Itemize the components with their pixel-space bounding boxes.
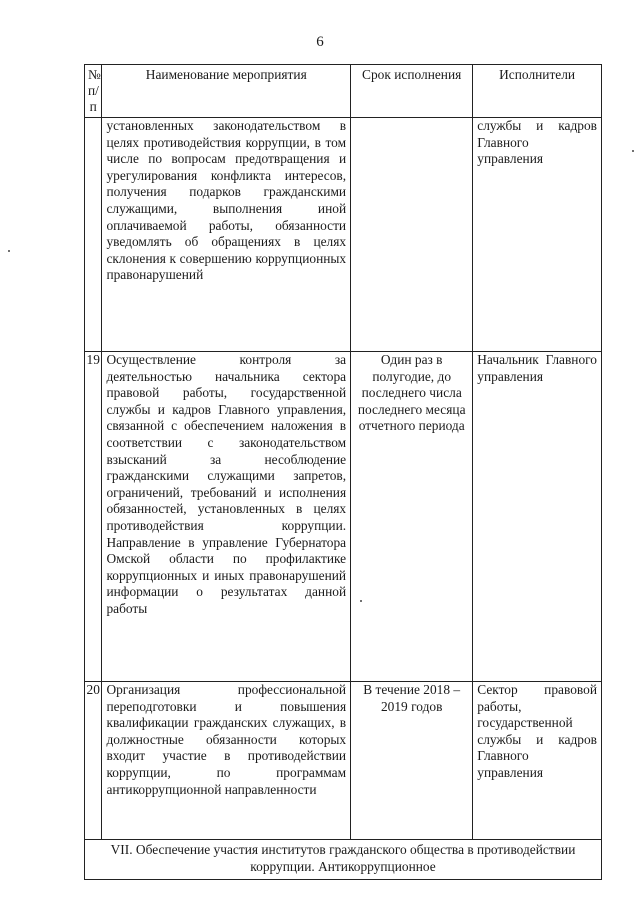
scan-speck: [632, 150, 634, 152]
measure-term: Один раз в полугодие, до последнего числа последнего месяца отчетного периода: [351, 352, 473, 682]
measure-executors: службы и кадров Главного управления: [473, 118, 602, 352]
table-row: [85, 682, 602, 840]
scan-speck: [8, 250, 10, 252]
page-number: 6: [316, 34, 324, 50]
header-name: Наименование мероприятия: [102, 65, 351, 118]
measure-term: В течение 2018 – 2019 годов: [351, 682, 473, 840]
table-row: [85, 118, 602, 352]
measure-executors: Сектор правовой работы, государственной службы и кадров Главного управления: [473, 682, 602, 840]
row-number: 19: [85, 352, 102, 682]
measure-name: установленных законодательством в целях противодействия коррупции, в том числе по вопросам предотвращения и урегулирования конфликта интересов, получения подарков гражданскими служащими, выполнения иной оплачиваемой работы, обязанности уведомлять об обращениях в целях склонения к совершению коррупционных правонарушений: [102, 118, 351, 352]
measure-name: Осуществление контроля за деятельностью начальника сектора правовой работы, государственной службы и кадров Главного управления, связанной с обеспечением наложения в соответствии с законодательством взысканий за несоблюдение гражданскими служащими запретов, ограничений, требований и исполнения обязанностей, установленных в целях противодействия коррупции. Направление в управление Губернатора Омской области по профилактике коррупционных и иных правонарушений информации о результатах данной работы: [102, 352, 351, 682]
measures-table: [84, 64, 602, 880]
table-row: [85, 352, 602, 682]
measure-name: Организация профессиональной переподготовки и повышения квалификации гражданских служащих, в должностные обязанности которых входит участие в противодействии коррупции, по программам антикоррупционной направленности: [102, 682, 351, 840]
row-number: 20: [85, 682, 102, 840]
section-heading-row: [85, 840, 602, 880]
section-heading: VII. Обеспечение участия институтов гражданского общества в противодействии коррупции. Антикоррупционное: [85, 840, 602, 880]
header-term: Срок исполнения: [351, 65, 473, 118]
measure-executors: Начальник Главного управления: [473, 352, 602, 682]
header-executors: Исполнители: [473, 65, 602, 118]
table-header-row: [85, 65, 602, 118]
measure-term: [351, 118, 473, 352]
scan-speck: [360, 600, 362, 602]
row-number: [85, 118, 102, 352]
header-num: № п/п: [85, 65, 102, 118]
